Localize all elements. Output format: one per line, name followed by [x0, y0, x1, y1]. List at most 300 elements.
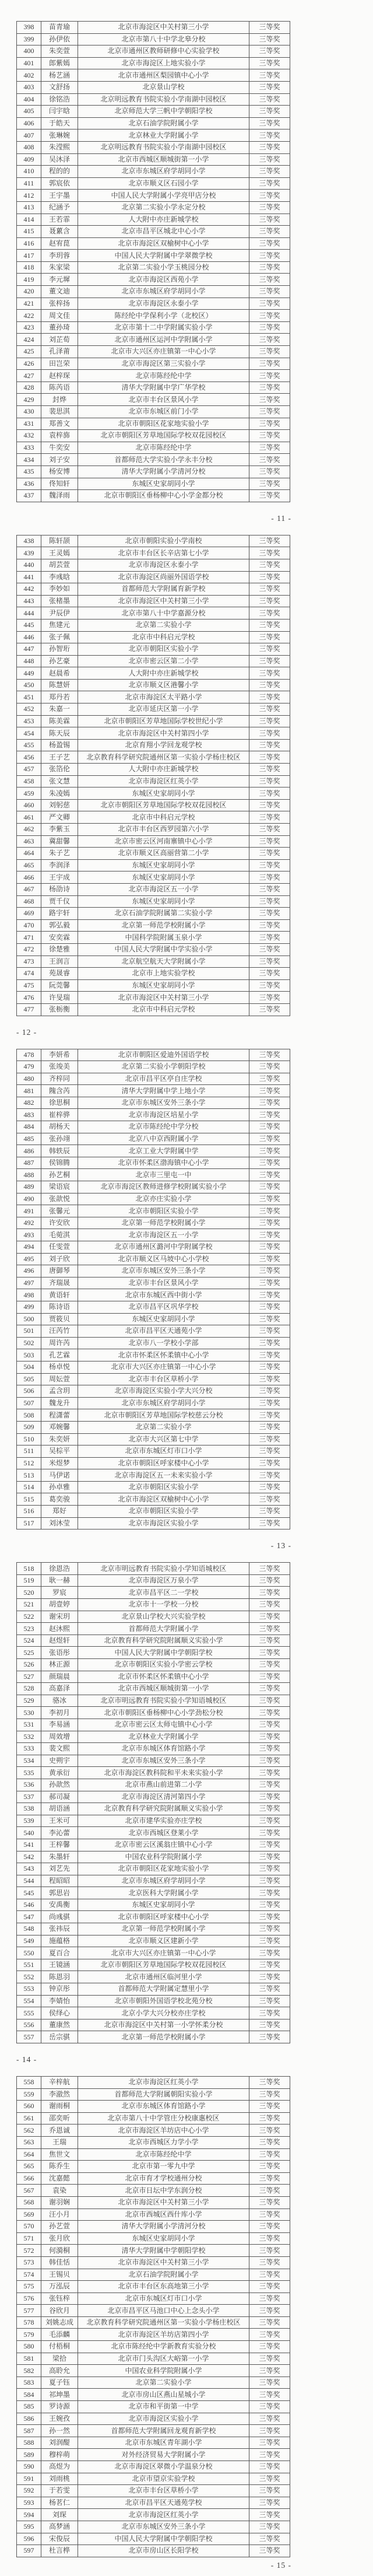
rank-cell: 551	[17, 1959, 41, 1971]
table-row	[17, 2497, 290, 2509]
rank-cell: 408	[17, 141, 41, 153]
school-cell: 北京第二实验小学	[78, 619, 249, 631]
name-cell: 张馨元	[41, 1205, 78, 1217]
rank-cell: 426	[17, 358, 41, 370]
school-cell: 北京市丰台区东高地第三小学	[78, 2281, 249, 2293]
page-number-marker	[16, 1016, 291, 1049]
table-row	[17, 2485, 290, 2497]
table-row	[17, 1923, 290, 1936]
rank-cell: 452	[17, 704, 41, 716]
school-cell: 首都师范大学附属回龙观育新学校	[78, 2425, 249, 2437]
table-row	[17, 22, 290, 34]
school-cell: 北京市朝阳区实验小学	[78, 643, 249, 656]
rank-cell: 401	[17, 57, 41, 69]
award-cell: 三等奖	[249, 1743, 290, 1755]
table-row	[17, 1265, 290, 1278]
school-cell: 北京市上地实验学校	[78, 968, 249, 980]
name-cell: 文舒扬	[41, 81, 78, 93]
table-row	[17, 141, 290, 153]
table-row	[17, 547, 290, 559]
table-row	[17, 1373, 290, 1385]
table-row	[17, 346, 290, 358]
name-cell: 袁染	[41, 2185, 78, 2197]
name-cell: 李润泽	[41, 859, 78, 872]
award-cell: 三等奖	[249, 2437, 290, 2449]
school-cell: 北京市朝阳区实验小学	[78, 1506, 249, 1518]
award-cell: 三等奖	[249, 46, 290, 58]
rank-cell: 476	[17, 992, 41, 1004]
table-row	[17, 166, 290, 178]
award-cell: 三等奖	[249, 932, 290, 944]
name-cell: 许安欣	[41, 1217, 78, 1229]
page-number-label: - 14 -	[16, 2055, 37, 2064]
school-cell: 北京市东城区安外三条小学	[78, 2521, 249, 2533]
table-row	[17, 1971, 290, 1983]
rank-cell: 434	[17, 454, 41, 466]
rank-cell: 456	[17, 751, 41, 764]
award-cell: 三等奖	[249, 895, 290, 908]
rank-cell: 402	[17, 69, 41, 82]
award-cell: 三等奖	[249, 33, 290, 46]
name-cell: 赵宥菎	[41, 237, 78, 250]
school-cell: 北京石油学院附属小学	[78, 2269, 249, 2281]
school-cell: 北京市朝阳区花家地实验小学	[78, 418, 249, 430]
rank-cell: 496	[17, 1265, 41, 1278]
award-cell: 三等奖	[249, 607, 290, 620]
name-cell: 程的的	[41, 166, 78, 178]
name-cell: 毛菀淇	[41, 1229, 78, 1241]
table-row	[17, 2545, 290, 2557]
name-cell: 齐瑞晟	[41, 1277, 78, 1289]
rank-cell: 582	[17, 2365, 41, 2377]
school-cell: 北京市丰台区长辛店第七小学	[78, 547, 249, 559]
award-cell: 三等奖	[249, 298, 290, 310]
school-cell: 北京市顺义区建新小学	[78, 1935, 249, 1947]
school-cell: 北京市海淀区清河第四小学	[78, 1791, 249, 1803]
table-row	[17, 1469, 290, 1482]
school-cell: 北京市昌平区二一学校	[78, 1587, 249, 1599]
name-cell: 郝司凝	[41, 1791, 78, 1803]
table-row	[17, 286, 290, 298]
award-cell: 三等奖	[249, 1827, 290, 1839]
award-cell: 三等奖	[249, 1109, 290, 1121]
award-cell: 三等奖	[249, 1193, 290, 1205]
award-cell: 三等奖	[249, 1301, 290, 1313]
award-cell: 三等奖	[249, 655, 290, 667]
rank-cell: 411	[17, 177, 41, 190]
rank-cell: 542	[17, 1851, 41, 1863]
school-cell: 北京市海淀区中关村第三小学	[78, 22, 249, 34]
award-cell: 三等奖	[249, 2365, 290, 2377]
rank-cell: 457	[17, 764, 41, 776]
table-row	[17, 2077, 290, 2089]
rank-cell: 435	[17, 466, 41, 478]
rank-cell: 594	[17, 2509, 41, 2521]
rank-cell: 421	[17, 298, 41, 310]
name-cell: 胡壹婷	[41, 1599, 78, 1611]
table-row	[17, 2425, 290, 2437]
name-cell: 李初月	[41, 1707, 78, 1719]
school-cell: 东城区史家胡同小学	[78, 859, 249, 872]
table-row	[17, 1061, 290, 1073]
table-row	[17, 2341, 290, 2353]
name-cell: 李妙如	[41, 583, 78, 596]
table-row	[17, 1935, 290, 1947]
school-cell: 中国人民大学附属中学实验小学	[78, 943, 249, 956]
table-row	[17, 2007, 290, 2020]
table-row	[17, 1563, 290, 1575]
award-cell: 三等奖	[249, 2196, 290, 2208]
school-cell: 北京市昌平区巩华学校	[78, 1301, 249, 1313]
award-cell: 三等奖	[249, 1563, 290, 1575]
name-cell: 纪涵予	[41, 201, 78, 214]
school-cell: 北京第一师范学校附属小学	[78, 1923, 249, 1936]
school-cell: 东城区史家胡同小学	[78, 895, 249, 908]
rank-cell: 419	[17, 274, 41, 286]
table-row	[17, 226, 290, 238]
school-cell: 北京第二实验小学	[78, 2376, 249, 2389]
rank-cell: 451	[17, 691, 41, 704]
rank-cell: 424	[17, 334, 41, 346]
rank-cell: 442	[17, 583, 41, 596]
rank-cell: 423	[17, 321, 41, 334]
page-number-marker	[16, 2043, 291, 2076]
table-row	[17, 1647, 290, 1659]
name-cell: 安奕霖	[41, 932, 78, 944]
award-cell: 三等奖	[249, 2509, 290, 2521]
rank-cell: 437	[17, 490, 41, 502]
award-cell: 三等奖	[249, 1683, 290, 1695]
award-cell: 三等奖	[249, 547, 290, 559]
school-cell: 北京景山学校	[78, 81, 249, 93]
table-row	[17, 1313, 290, 1325]
award-cell: 三等奖	[249, 643, 290, 656]
name-cell: 刘艺先	[41, 1863, 78, 1875]
school-cell: 北京市朝阳区呼家楼中心小学	[78, 1911, 249, 1923]
school-cell: 北京市海淀区双榆树中心小学	[78, 1493, 249, 1506]
school-cell: 北京市西城区顺城街第一小学	[78, 153, 249, 166]
name-cell: 朱凌嫣	[41, 788, 78, 800]
table-row	[17, 1634, 290, 1647]
school-cell: 北京市海淀区永泰小学	[78, 298, 249, 310]
table-row	[17, 2269, 290, 2281]
rank-cell: 472	[17, 943, 41, 956]
school-cell: 北京市朝阳实验小学南校	[78, 535, 249, 547]
award-cell: 三等奖	[249, 321, 290, 334]
award-cell: 三等奖	[249, 2161, 290, 2173]
page-number-label: - 11 -	[271, 513, 291, 523]
name-cell: 程昭昭	[41, 1875, 78, 1887]
school-cell: 北京市朝阳区芳草地国际学校双花园校区	[78, 799, 249, 811]
award-cell: 三等奖	[249, 1707, 290, 1719]
table-row	[17, 1623, 290, 1635]
rank-cell: 520	[17, 1587, 41, 1599]
table-row	[17, 1337, 290, 1349]
name-cell: 郑好	[41, 1506, 78, 1518]
rank-cell: 548	[17, 1923, 41, 1936]
table-row	[17, 2521, 290, 2533]
rank-cell: 577	[17, 2305, 41, 2317]
award-cell: 三等奖	[249, 1205, 290, 1217]
rank-cell: 546	[17, 1899, 41, 1911]
award-cell: 三等奖	[249, 2256, 290, 2269]
award-cell: 三等奖	[249, 250, 290, 262]
school-cell: 北京市八一学校小学部	[78, 1337, 249, 1349]
award-cell: 三等奖	[249, 2305, 290, 2317]
award-cell: 三等奖	[249, 1647, 290, 1659]
rank-cell: 398	[17, 22, 41, 34]
table-row	[17, 1217, 290, 1229]
award-cell: 三等奖	[249, 1779, 290, 1791]
award-cell: 三等奖	[249, 1003, 290, 1016]
rank-cell: 399	[17, 33, 41, 46]
rank-cell: 460	[17, 799, 41, 811]
name-cell: 赵梓琛	[41, 370, 78, 382]
table-row	[17, 2088, 290, 2101]
award-cell: 三等奖	[249, 1899, 290, 1911]
rank-cell: 596	[17, 2533, 41, 2545]
name-cell: 裴文熙	[41, 1743, 78, 1755]
award-cell: 三等奖	[249, 943, 290, 956]
name-cell: 黄承衍	[41, 1767, 78, 1779]
name-cell: 骆冰	[41, 1695, 78, 1707]
rank-cell: 482	[17, 1097, 41, 1109]
table-row	[17, 607, 290, 620]
award-cell: 三等奖	[249, 1671, 290, 1683]
school-cell: 北京市海淀区西苑小学	[78, 274, 249, 286]
rank-cell: 488	[17, 1169, 41, 1181]
school-cell: 北京市朝阳区垂杨柳中心小学劲松分校	[78, 1707, 249, 1719]
award-cell: 三等奖	[249, 117, 290, 130]
name-cell: 王宇墨	[41, 190, 78, 202]
award-cell: 三等奖	[249, 1887, 290, 1899]
award-cell: 三等奖	[249, 2221, 290, 2233]
table-row	[17, 190, 290, 202]
school-cell: 北京市东城区体育馆路小学	[78, 1743, 249, 1755]
table-row	[17, 1289, 290, 1301]
school-cell: 北京第二实验小学朝阳学校	[78, 1061, 249, 1073]
table-row	[17, 201, 290, 214]
table-row	[17, 799, 290, 811]
rank-cell: 568	[17, 2196, 41, 2208]
school-cell: 对外经济贸易大学附属小学	[78, 2449, 249, 2461]
name-cell: 苗青瑜	[41, 22, 78, 34]
award-cell: 三等奖	[249, 1241, 290, 1254]
rank-cell: 584	[17, 2389, 41, 2401]
rank-cell: 514	[17, 1481, 41, 1493]
school-cell: 北京市昌平区马池口中心上念头小学	[78, 2305, 249, 2317]
name-cell: 穆梓萌	[41, 2449, 78, 2461]
award-cell: 三等奖	[249, 106, 290, 118]
table-row	[17, 835, 290, 848]
school-cell: 北京市陈经纶中学	[78, 2148, 249, 2161]
rank-cell: 512	[17, 1457, 41, 1469]
award-cell: 三等奖	[249, 1851, 290, 1863]
table-row	[17, 1433, 290, 1446]
award-cell: 三等奖	[249, 261, 290, 274]
rank-cell: 425	[17, 346, 41, 358]
award-cell: 三等奖	[249, 1469, 290, 1482]
table-row	[17, 1325, 290, 1338]
rank-cell: 436	[17, 478, 41, 490]
school-cell: 北京第一师范学校附属小学	[78, 919, 249, 932]
school-cell: 东城区史家胡同小学	[78, 788, 249, 800]
school-cell: 北京市东城区府学胡同小学	[78, 166, 249, 178]
name-cell: 沈嘉懿	[41, 2172, 78, 2185]
award-cell: 三等奖	[249, 454, 290, 466]
name-cell: 刘子欣	[41, 1253, 78, 1265]
award-cell: 三等奖	[249, 1397, 290, 1409]
award-cell: 三等奖	[249, 872, 290, 884]
table-row	[17, 559, 290, 571]
school-cell: 北京市朝阳外国语学校北苑分校	[78, 1995, 249, 2007]
award-cell: 三等奖	[249, 739, 290, 751]
table-row	[17, 1205, 290, 1217]
school-cell: 北京市育才学校通州分校	[78, 2172, 249, 2185]
award-cell: 三等奖	[249, 2007, 290, 2020]
rank-cell: 565	[17, 2161, 41, 2173]
school-cell: 北京市丰台区草桥小学	[78, 1373, 249, 1385]
table-row	[17, 2413, 290, 2425]
school-cell: 北京市第八十中学北皋分校	[78, 33, 249, 46]
award-cell: 三等奖	[249, 1457, 290, 1469]
name-cell: 刘芷荀	[41, 334, 78, 346]
rank-cell: 470	[17, 919, 41, 932]
rank-cell: 504	[17, 1361, 41, 1373]
award-cell: 三等奖	[249, 1277, 290, 1289]
rank-cell: 519	[17, 1574, 41, 1587]
award-cell: 三等奖	[249, 1313, 290, 1325]
school-cell: 北京市朝阳区芳草地国际学校世纪小学	[78, 715, 249, 727]
award-cell: 三等奖	[249, 2292, 290, 2305]
rank-cell: 407	[17, 130, 41, 142]
school-cell: 北京市海淀区中关村第一小学怀柔分校	[78, 2019, 249, 2031]
school-cell: 首都师范大学实验小学永丰分校	[78, 454, 249, 466]
award-cell: 三等奖	[249, 788, 290, 800]
table-row	[17, 727, 290, 740]
name-cell: 魏泽雨	[41, 490, 78, 502]
table-row	[17, 418, 290, 430]
name-cell: 钟京彤	[41, 1983, 78, 1996]
name-cell: 王梓馨	[41, 1839, 78, 1851]
award-cell: 三等奖	[249, 346, 290, 358]
name-cell: 杨安博	[41, 466, 78, 478]
school-cell: 北京教育科学研究院通州区第一实验小学杨庄校区	[78, 751, 249, 764]
rank-cell: 448	[17, 655, 41, 667]
school-cell: 北京市海淀区第三实验小学	[78, 358, 249, 370]
name-cell: 尹辰伊	[41, 607, 78, 620]
rank-cell: 515	[17, 1493, 41, 1506]
award-cell: 三等奖	[249, 1875, 290, 1887]
name-cell: 耿一赫	[41, 1574, 78, 1587]
award-cell: 三等奖	[249, 1446, 290, 1458]
award-cell: 三等奖	[249, 1959, 290, 1971]
school-cell: 北京市海淀区羊坊店中心小学	[78, 2124, 249, 2137]
rank-cell: 589	[17, 2449, 41, 2461]
name-cell: 谢宋玥	[41, 1611, 78, 1623]
school-cell: 北京市海淀区教师进修学校附属实验小学	[78, 1181, 249, 1194]
rank-cell: 418	[17, 261, 41, 274]
name-cell: 陈诗语	[41, 1301, 78, 1313]
name-cell: 刘躬慈	[41, 799, 78, 811]
award-cell: 三等奖	[249, 2449, 290, 2461]
award-cell: 三等奖	[249, 2401, 290, 2413]
name-cell: 于若雯	[41, 2485, 78, 2497]
award-cell: 三等奖	[249, 1253, 290, 1265]
rank-cell: 505	[17, 1373, 41, 1385]
table-row	[17, 1983, 290, 1996]
school-cell: 北京市陈经纶中学	[78, 370, 249, 382]
school-cell: 东城区史家胡同小学	[78, 2232, 249, 2245]
school-cell: 北京市海淀区红英小学	[78, 2077, 249, 2089]
school-cell: 东城区史家胡同小学	[78, 979, 249, 992]
school-cell: 陈经纶中学保利小学（北校区）	[78, 310, 249, 322]
award-cell: 三等奖	[249, 2521, 290, 2533]
award-cell: 三等奖	[249, 2101, 290, 2113]
table-row	[17, 2461, 290, 2473]
table-row	[17, 704, 290, 716]
name-cell: 李元墀	[41, 274, 78, 286]
name-cell: 王米可	[41, 1815, 78, 1827]
name-cell: 郑丹若	[41, 691, 78, 704]
name-cell: 冀甜馨	[41, 835, 78, 848]
table-row	[17, 1899, 290, 1911]
school-cell: 北京市朝阳区实验小学	[78, 1205, 249, 1217]
school-cell: 北京市通州区潞河中学附属学校	[78, 1241, 249, 1254]
rank-cell: 428	[17, 382, 41, 394]
award-cell: 三等奖	[249, 1695, 290, 1707]
award-cell: 三等奖	[249, 1361, 290, 1373]
rank-cell: 570	[17, 2221, 41, 2233]
award-cell: 三等奖	[249, 1791, 290, 1803]
school-cell: 清华大学附属小学清河分校	[78, 466, 249, 478]
award-cell: 三等奖	[249, 2208, 290, 2221]
rank-cell: 523	[17, 1623, 41, 1635]
school-cell: 北京市望京实验学校	[78, 2473, 249, 2485]
name-cell: 祁坤墨	[41, 2389, 78, 2401]
rank-cell: 553	[17, 1983, 41, 1996]
name-cell: 徐铭浩	[41, 93, 78, 106]
award-cell: 三等奖	[249, 1349, 290, 1362]
school-cell: 北京市中科启元学校	[78, 811, 249, 824]
name-cell: 陈美霖	[41, 715, 78, 727]
award-cell: 三等奖	[249, 2136, 290, 2148]
rank-cell: 465	[17, 859, 41, 872]
award-cell: 三等奖	[249, 1634, 290, 1647]
name-cell: 马伊诺	[41, 1469, 78, 1482]
award-cell: 三等奖	[249, 1863, 290, 1875]
name-cell: 徐楚雅	[41, 943, 78, 956]
award-cell: 三等奖	[249, 1061, 290, 1073]
rank-cell: 593	[17, 2497, 41, 2509]
table-row	[17, 1791, 290, 1803]
award-cell: 三等奖	[249, 583, 290, 596]
table-row	[17, 932, 290, 944]
school-cell: 北京第一师范学校附属小学	[78, 1217, 249, 1229]
rank-cell: 479	[17, 1061, 41, 1073]
award-cell: 三等奖	[249, 835, 290, 848]
table-row	[17, 442, 290, 454]
rank-cell: 560	[17, 2101, 41, 2113]
award-cell: 三等奖	[249, 69, 290, 82]
award-cell: 三等奖	[249, 370, 290, 382]
rank-cell: 540	[17, 1827, 41, 1839]
name-cell: 孔泽莆	[41, 346, 78, 358]
award-cell: 三等奖	[249, 466, 290, 478]
school-cell: 北京市三里屯一中	[78, 1169, 249, 1181]
name-cell: 史朔宇	[41, 1755, 78, 1767]
award-table-block-1	[16, 21, 290, 502]
